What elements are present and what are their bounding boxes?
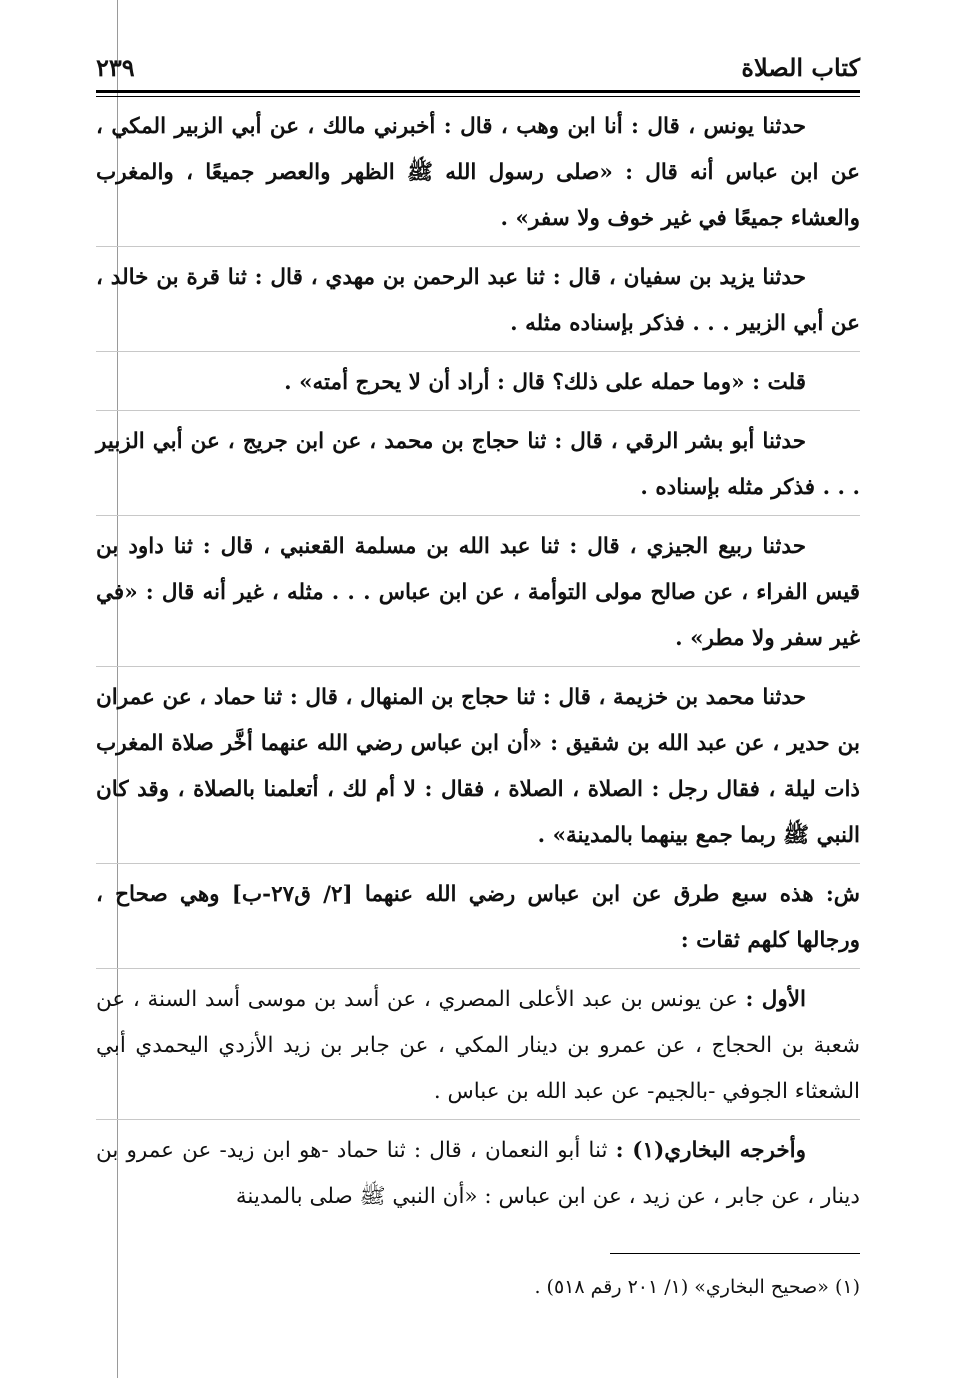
bukhari-lead: وأخرجه البخاري(١) : [615, 1138, 806, 1163]
paragraph-separator [96, 1119, 860, 1120]
paragraph-separator [96, 410, 860, 411]
hadith-paragraph-1: حدثنا يونس ، قال : أنا ابن وهب ، قال : أخبرني مالك ، عن أبي الزبير المكي ، عن ابن عباس أنه قال : «صلى رسول الله ﷺ الظهر والعصر جميعًا ، والمغرب والعشاء جميعًا في غير خوف ولا سفر» . [96, 114, 860, 231]
page-number: ٢٣٩ [96, 52, 135, 82]
hadith-paragraph-4: حدثنا أبو بشر الرقي ، قال : ثنا حجاج بن محمد ، عن ابن جريج ، عن أبي الزبير . . . فذكر مثله بإسناده . [96, 429, 860, 500]
commentary-paragraph: ش: هذه سبع طرق عن ابن عباس رضي الله عنهما [٢/ ق٢٧-ب] وهي صحاح ، ورجالها كلهم ثقات : [96, 882, 861, 953]
chain-first-lead: الأول : [745, 987, 806, 1012]
paragraph-separator [96, 351, 860, 352]
hadith-paragraph-6: حدثنا محمد بن خزيمة ، قال : ثنا حجاج بن المنهال ، قال : ثنا حماد ، عن عمران بن حدير ، عن عبد الله بن شقيق : «أن ابن عباس رضي الله عنهما أخَّر صلاة المغرب ذات ليلة ، فقال رجل : الصلاة ، الصلاة ، فقال : لا أم لك ، أتعلمنا بالصلاة ، وقد كان النبي ﷺ ربما جمع بينهما بالمدينة» . [96, 685, 860, 848]
chain-first-text: عن يونس بن عبد الأعلى المصري ، عن أسد بن موسى أسد السنة ، عن شعبة بن الحجاج ، عن عمرو بن دينار المكي ، عن جابر بن زيد الأزدي اليحمدي أبي الشعثاء الجوفي -بالجيم- عن عبد الله بن عباس . [96, 987, 860, 1104]
footnote-rule [610, 1253, 860, 1254]
paragraph-separator [96, 246, 860, 247]
header-rule-thick [96, 90, 860, 93]
paragraph-separator [96, 666, 860, 667]
paragraph-separator [96, 863, 860, 864]
chapter-title: كتاب الصلاة [741, 52, 860, 82]
hadith-paragraph-2: حدثنا يزيد بن سفيان ، قال : ثنا عبد الرحمن بن مهدي ، قال : ثنا قرة بن خالد ، عن أبي الزبير . . . فذكر بإسناده مثله . [96, 265, 860, 336]
header-rule-thin [96, 96, 860, 97]
hadith-paragraph-3: قلت : «وما حمله على ذلك؟ قال : أراد أن لا يحرج أمته» . [284, 370, 806, 395]
bukhari-paragraph [96, 1128, 860, 1220]
paragraph-separator [96, 515, 860, 516]
footnote-1: (١) «صحيح البخاري» (١/ ٢٠١ رقم ٥١٨) . [534, 1276, 860, 1298]
hadith-paragraph-5: حدثنا ربيع الجيزي ، قال : ثنا عبد الله بن مسلمة القعنبي ، قال : ثنا داود بن قيس الفراء ، عن صالح مولى التوأمة ، عن ابن عباس . . . مثله ، غير أنه قال : «في غير سفر ولا مطر» . [96, 534, 860, 651]
chain-first-paragraph [96, 977, 860, 1115]
main-text [96, 104, 860, 1220]
running-header [96, 50, 860, 84]
paragraph-separator [96, 968, 860, 969]
bukhari-text: ثنا أبو النعمان ، قال : ثنا حماد -هو ابن زيد- عن عمرو بن دينار ، عن جابر ، عن زيد ، عن ابن عباس : «أن النبي ﷺ صلى بالمدينة [96, 1138, 860, 1209]
